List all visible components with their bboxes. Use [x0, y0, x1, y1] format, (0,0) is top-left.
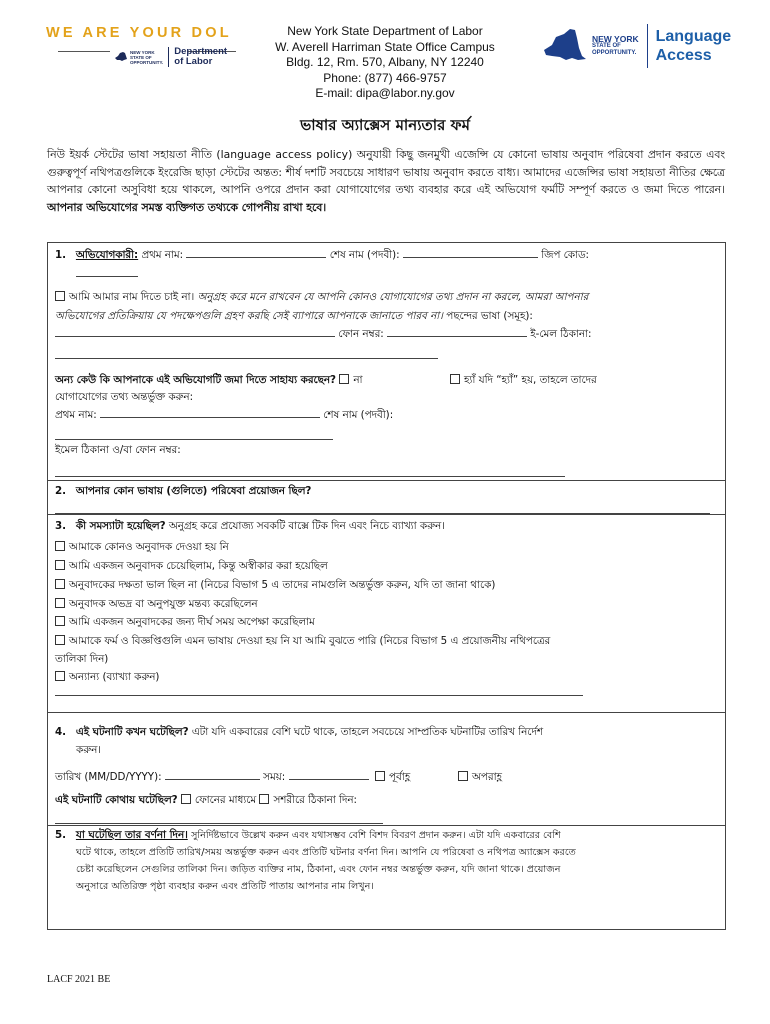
- section-4-heading: এই ঘটনাটি কখন ঘটেছিল?: [75, 726, 189, 738]
- by-phone-checkbox[interactable]: [181, 794, 191, 804]
- la-logo-state-text: NEW YORK STATE OF OPPORTUNITY.: [592, 33, 639, 56]
- helper-first-name-field[interactable]: [100, 416, 320, 418]
- dol-logo-small-text: NEW YORK STATE OF OPPORTUNITY.: [130, 49, 164, 65]
- incident-time-field[interactable]: [289, 778, 369, 780]
- preferred-language-field[interactable]: [55, 335, 335, 337]
- issue-checkbox[interactable]: [55, 616, 65, 626]
- issue-checkbox[interactable]: [55, 579, 65, 589]
- agency-address: New York State Department of Labor W. Averell Harriman State Office Campus Bldg. 12, Rm. 570, Albany, NY 12240 Phone: (877) 466-9757 E-mail: dipa@labor.ny.gov: [275, 24, 495, 101]
- helper-contact-field[interactable]: [55, 475, 565, 477]
- issue-checkbox[interactable]: [55, 560, 65, 570]
- languages-needed-field[interactable]: [55, 512, 710, 514]
- section-1-heading: অভিযোগকারী:: [75, 249, 139, 261]
- helper-yes-checkbox[interactable]: [450, 374, 460, 384]
- form-code: LACF 2021 BE: [47, 974, 111, 985]
- am-checkbox[interactable]: [375, 771, 385, 781]
- phone-field[interactable]: [387, 335, 527, 337]
- other-issue-checkbox[interactable]: [55, 671, 65, 681]
- ny-state-map-icon: [542, 26, 588, 66]
- form-title: ভাষার অ্যাক্সেস মান্যতার ফর্ম: [300, 116, 470, 134]
- in-person-address-field[interactable]: [55, 822, 383, 824]
- dol-logo: [114, 47, 227, 67]
- zip-code-field[interactable]: [76, 275, 138, 277]
- helper-question: অন্য কেউ কি আপনাকে এই অভিযোগটি জমা দিতে সাহায্য করছেন?: [55, 374, 337, 386]
- issue-checkbox[interactable]: [55, 541, 65, 551]
- last-name-field[interactable]: [403, 256, 538, 258]
- ny-state-map-icon: [114, 50, 128, 64]
- email-field[interactable]: [55, 357, 438, 359]
- language-access-logo: [542, 24, 731, 68]
- section-5-heading: যা ঘটেছিল তার বর্ণনা দিন।: [75, 829, 188, 841]
- divider: [58, 51, 110, 52]
- section-1-line-1: 1. অভিযোগকারী: প্রথম নাম: শেষ নাম (পদবী): জিপ কোড:: [55, 249, 590, 261]
- incident-date-field[interactable]: [165, 778, 260, 780]
- pm-checkbox[interactable]: [458, 771, 468, 781]
- divider: [647, 24, 648, 68]
- section-3-heading: কী সমস্যাটা হয়েছিল?: [75, 520, 166, 532]
- intro-paragraph: নিউ ইয়র্ক স্টেটের ভাষা সহায়তা নীতি (language access policy) অনুযায়ী কিছু জনমুখী এজেন্সি যে কোনো ভাষায় অনুবাদ পরিষেবা প্রদান করতে এবং গুরুত্বপূর্ণ নথিপত্রগুলিকে ইংরেজি ছাড়া স্টেটের অন্তত: শীর্ষ দশটি সবচেয়ে সাধারণ ভাষায় অনুবাদ করতে বাধ্য। আমাদের এজেন্সির ভাষা সহায়তা নীতির ক্ষেত্রে আপনার কোনো অসুবিধা হয়ে থাকলে, আপনি ওপরে প্রদান করা যোগাযোগের তথ্য ব্যবহার করে এই অভিযোগ ফর্মটি সম্পূর্ণ করতে ও জমা দিতে পারেন। আপনার অভিযোগের সমস্ত ব্যক্তিগত তথ্যকে গোপনীয় রাখা হবে।: [47, 148, 725, 214]
- issue-checkbox[interactable]: [55, 598, 65, 608]
- dol-tagline: WE ARE YOUR DOL: [46, 25, 232, 41]
- anonymous-checkbox[interactable]: [55, 291, 65, 301]
- dol-logo-dept: Department of Labor: [168, 47, 227, 67]
- helper-no-checkbox[interactable]: [339, 374, 349, 384]
- first-name-field[interactable]: [186, 256, 326, 258]
- where-question: এই ঘটনাটি কোথায় ঘটেছিল?: [55, 794, 178, 806]
- issue-checkbox[interactable]: [55, 635, 65, 645]
- la-logo-text: Language Access: [655, 28, 732, 64]
- issue-explanation-field[interactable]: [55, 694, 583, 696]
- in-person-checkbox[interactable]: [259, 794, 269, 804]
- helper-last-name-field[interactable]: [55, 438, 333, 440]
- section-2-heading: আপনার কোন ভাষায় (গুলিতে) পরিষেবা প্রয়োজন ছিল?: [75, 485, 312, 497]
